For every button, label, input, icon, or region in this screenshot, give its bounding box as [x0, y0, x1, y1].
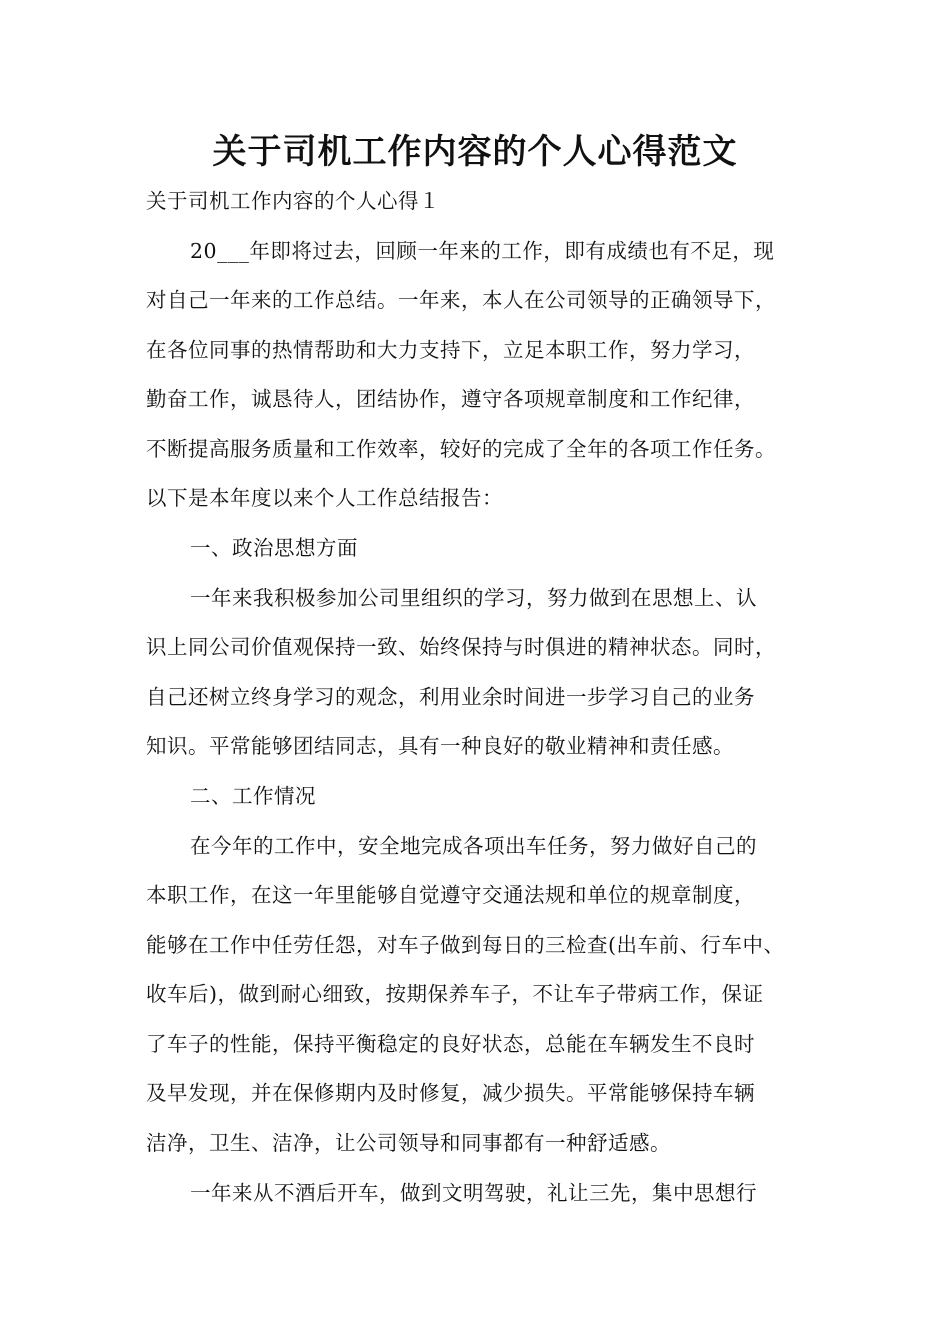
paragraph-line: 自己还树立终身学习的观念，利用业余时间进一步学习自己的业务 — [146, 685, 755, 709]
paragraph-line: 能够在工作中任劳任怨，对车子做到每日的三检查(出车前、行车中、 — [146, 933, 785, 957]
paragraph-line: 勤奋工作，诚恳待人，团结协作，遵守各项规章制度和工作纪律， — [146, 387, 755, 411]
section-subtitle: 关于司机工作内容的个人心得１ — [146, 189, 440, 213]
paragraph-line: 一年来我积极参加公司里组织的学习，努力做到在思想上、认 — [190, 586, 757, 610]
document-title: 关于司机工作内容的个人心得范文 — [212, 132, 738, 172]
paragraph-line: 本职工作，在这一年里能够自觉遵守交通法规和单位的规章制度， — [146, 883, 755, 907]
paragraph-line: 了车子的性能，保持平衡稳定的良好状态，总能在车辆发生不良时 — [146, 1032, 755, 1056]
section-heading: 一、政治思想方面 — [190, 536, 358, 560]
paragraph-line: 及早发现，并在保修期内及时修复，减少损失。平常能够保持车辆 — [146, 1081, 755, 1105]
paragraph-line: 在各位同事的热情帮助和大力支持下，立足本职工作，努力学习， — [146, 338, 755, 362]
paragraph-line: 洁净，卫生、洁净，让公司领导和同事都有一种舒适感。 — [146, 1131, 671, 1155]
paragraph-line: 收车后)，做到耐心细致，按期保养车子，不让车子带病工作，保证 — [146, 982, 764, 1006]
paragraph-line: 识上同公司价值观保持一致、始终保持与时俱进的精神状态。同时， — [146, 635, 776, 659]
paragraph-line: 以下是本年度以来个人工作总结报告： — [146, 486, 503, 510]
paragraph-line: 一年来从不酒后开车，做到文明驾驶，礼让三先，集中思想行 — [190, 1181, 757, 1205]
paragraph-line: 对自己一年来的工作总结。一年来，本人在公司领导的正确领导下， — [146, 288, 776, 312]
paragraph-line: 不断提高服务质量和工作效率，较好的完成了全年的各项工作任务。 — [146, 437, 776, 461]
paragraph-line: 20___年即将过去，回顾一年来的工作，即有成绩也有不足，现 — [190, 239, 775, 263]
section-heading: 二、工作情况 — [190, 784, 316, 808]
paragraph-line: 知识。平常能够团结同志，具有一种良好的敬业精神和责任感。 — [146, 734, 734, 758]
paragraph-line: 在今年的工作中，安全地完成各项出车任务，努力做好自己的 — [190, 834, 757, 858]
